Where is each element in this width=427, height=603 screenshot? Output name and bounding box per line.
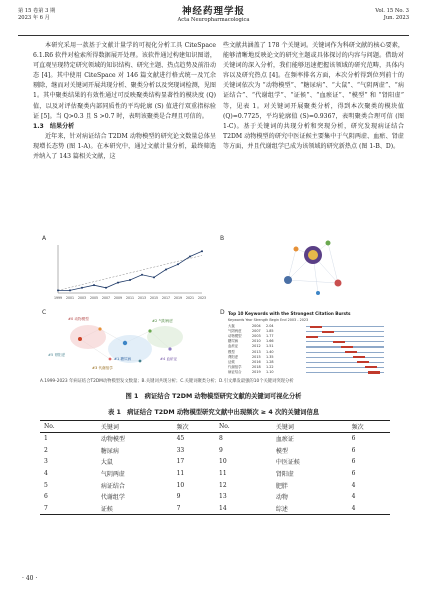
node-rat bbox=[335, 280, 342, 287]
burst-strength: 1.66 bbox=[266, 339, 274, 344]
node-diabetes bbox=[284, 276, 292, 284]
cluster-label: #3 代谢组学 bbox=[92, 366, 113, 370]
table-cell: 33 bbox=[176, 446, 185, 454]
burst-keyword: 气阴两虚 bbox=[228, 329, 242, 334]
burst-span bbox=[306, 336, 318, 338]
x-tick-label: 2001 bbox=[65, 296, 75, 300]
burst-keyword: 病证结合 bbox=[228, 369, 242, 374]
table-cell: 7 bbox=[40, 503, 97, 515]
data-point bbox=[141, 274, 143, 276]
keyword-table bbox=[40, 420, 390, 515]
table-cell: 6 bbox=[351, 458, 356, 466]
publication-trend-chart bbox=[40, 235, 210, 305]
table-body bbox=[40, 433, 390, 515]
data-point bbox=[57, 289, 59, 291]
burst-span bbox=[365, 366, 377, 368]
burst-keyword: 代谢组学 bbox=[228, 364, 242, 369]
panel-label-c: C bbox=[42, 309, 47, 316]
column-header: No. bbox=[215, 421, 272, 433]
page-header bbox=[18, 6, 409, 32]
issue-date: 2023 年 6 月 bbox=[18, 15, 50, 21]
table-cell: 13 bbox=[219, 493, 227, 501]
table-cell: 血瘀证 bbox=[275, 436, 294, 444]
issue-info-en bbox=[375, 8, 409, 22]
x-tick-label: 2019 bbox=[173, 296, 183, 300]
table-cell: 4 bbox=[351, 493, 356, 501]
column-header: No. bbox=[40, 421, 97, 433]
data-point bbox=[177, 263, 179, 265]
panel-label-a: A bbox=[42, 235, 47, 242]
issue-date-en: Jun. 2023 bbox=[383, 15, 409, 21]
node-qi-yin bbox=[326, 241, 331, 246]
burst-keyword: 证候 bbox=[228, 359, 235, 364]
data-point bbox=[189, 255, 191, 257]
table-row bbox=[40, 479, 390, 491]
burst-timeline bbox=[306, 331, 384, 332]
panel-label-b: B bbox=[220, 235, 225, 242]
panel-a bbox=[40, 235, 210, 305]
table-cell: 1 bbox=[44, 435, 48, 443]
burst-strength: 1.85 bbox=[266, 329, 274, 334]
x-tick-label: 2011 bbox=[125, 296, 135, 300]
x-tick-label: 2009 bbox=[113, 296, 123, 300]
cluster-label: #1 糖尿病 bbox=[114, 357, 132, 361]
data-point bbox=[117, 282, 119, 284]
table-cell: 6 bbox=[351, 446, 356, 454]
data-point bbox=[81, 287, 83, 289]
burst-year: 2012 bbox=[252, 344, 261, 349]
table-cell: 代谢组学 bbox=[100, 494, 125, 502]
table-cell: 动物 bbox=[275, 494, 288, 502]
burst-strength: 2.04 bbox=[266, 324, 274, 328]
x-tick-label: 2013 bbox=[137, 296, 147, 300]
table-row bbox=[40, 445, 390, 457]
journal-title bbox=[18, 6, 409, 24]
x-tick-label: 2017 bbox=[161, 296, 171, 300]
table-cell: 6 bbox=[351, 435, 356, 443]
table-row bbox=[40, 433, 390, 445]
burst-span bbox=[353, 356, 365, 358]
table-cell: 6 bbox=[351, 470, 356, 478]
table-cell: 肾阳虚 bbox=[275, 471, 294, 479]
burst-strength: 1.10 bbox=[266, 369, 274, 374]
burst-keyword: 大鼠 bbox=[228, 324, 235, 328]
x-tick-label: 2015 bbox=[149, 296, 159, 300]
burst-strength: 1.77 bbox=[266, 334, 274, 339]
panel-d bbox=[218, 309, 390, 377]
panel-c bbox=[40, 309, 210, 377]
header-rule bbox=[18, 35, 409, 36]
burst-year: 2013 bbox=[252, 349, 261, 354]
burst-strength: 1.28 bbox=[266, 359, 274, 364]
paragraph: 近年来，针对病证结合 T2DM 动物模型的研究论文数量总体呈现增长态势 (图 1-A)。在本研究中，通过文献计量分析，最终筛选并纳入了 143 篇相关文献，这 bbox=[33, 132, 216, 161]
journal-title-cn: 神经药理学报 bbox=[181, 6, 245, 17]
figure-subcaption: A.1999-2023 年病证结合T2DM动物模型发文数量；B.关键词共现分析；C.关键词聚类分析；D.引文爆发最强的10个关键词突现分析 bbox=[40, 379, 294, 384]
table-row bbox=[40, 491, 390, 503]
page-number: · 40 · bbox=[22, 575, 38, 582]
burst-year: 2007 bbox=[252, 329, 261, 334]
data-point bbox=[69, 289, 71, 291]
volume-issue-en: Vol. 15 No. 3 bbox=[375, 8, 409, 14]
table-cell: 动物模型 bbox=[100, 436, 125, 444]
column-header: 关键词 bbox=[272, 421, 348, 433]
node-metabolomics bbox=[316, 291, 320, 295]
x-tick-label: 2023 bbox=[197, 296, 207, 300]
data-point bbox=[129, 279, 131, 281]
burst-table-header: Keywords Year Strength Begin End 2003 - 2023 bbox=[228, 318, 309, 322]
table-cell: 证候 bbox=[97, 503, 173, 515]
paragraph: 些文献共涵盖了 178 个关键词。关键词作为科研文献的核心要素，能够清晰地反映论文的研究主题或具体探讨的内容与问题。借助对关键词的深入分析，我们能够迅速把握该领域的研究范畴，具体内容以及研究热点 [4]。在频率排名方面，本次分析得到位列前十的关键词依次为 “动物模型”、“糖尿病”、“大鼠”、“气阴两虚”、“病证结合”、“代谢组学”、“证候”、“血瘀证”、“模型” 和 “肾阳虚” 等，见表 1。对关键词开展聚类分析，得到本次聚类的模块值 (Q)=0.7725，平均轮廓值 (S)=0.9367，表明聚类合理可信 (图 1-C)。基于关键词的共现分析和突现分析，研究发现病证结合 T2DM 动物模型的研究中医证候主要集中于气阴两虚、血瘀、肾虚等方面，并且代谢组学已成为该领域的研究新热点 (图 1-B、D)。 bbox=[223, 42, 404, 150]
panel-label-d: D bbox=[220, 309, 225, 316]
table-cell: 4 bbox=[44, 470, 48, 478]
table-cell: 4 bbox=[348, 503, 390, 515]
paragraph: 本研究采用一款基于文献计量学的可视化分析工具 CiteSpace 6.1.R6 软件对检索所得数据展开处理。该软件通过构建知识图谱，可直观呈现特定研究领域的知识结构、研究主题、热点趋势及前沿动态 [4]。其中使用 CiteSpace 对 146 篇文献进行格式统一及冗余剔除，继而对关键词开展共现分析、聚类分析以及突现词检测，见图 1。其中聚类结果的有效性通过可反映聚类结构显著性的模块度 (Q) 值，以及对评估聚类内部同质性的平均轮廓 (S) 值进行双重指标验证 [5]。当 Q>0.3 且 S >0.7 时，表明该聚类是合理且可信的。 bbox=[33, 42, 216, 120]
table-cell: 14 bbox=[215, 503, 272, 515]
burst-span bbox=[322, 331, 334, 333]
burst-keyword: 糖尿病 bbox=[228, 339, 239, 344]
burst-timeline bbox=[306, 357, 384, 358]
table-cell: 11 bbox=[176, 470, 185, 478]
table-cell: 综述 bbox=[272, 503, 348, 515]
table-cell: 2 bbox=[44, 446, 48, 454]
burst-year: 2018 bbox=[252, 364, 261, 369]
table-cell: 11 bbox=[219, 470, 227, 478]
burst-year: 2019 bbox=[252, 369, 261, 374]
figure-1 bbox=[40, 235, 390, 378]
table-cell: 气阴两虚 bbox=[100, 471, 125, 479]
table-cell: 病证结合 bbox=[100, 482, 125, 490]
burst-span bbox=[368, 371, 380, 373]
data-point bbox=[165, 269, 167, 271]
burst-span bbox=[357, 361, 369, 363]
burst-span bbox=[333, 341, 345, 343]
node-disease-syndrome bbox=[294, 247, 299, 252]
cluster-label: #4 血瘀证 bbox=[160, 357, 178, 361]
data-point bbox=[201, 250, 203, 252]
x-tick-label: 1999 bbox=[53, 296, 63, 300]
x-tick-label: 2021 bbox=[185, 296, 195, 300]
panel-b bbox=[218, 235, 390, 305]
table-cell: 8 bbox=[219, 435, 223, 443]
x-tick-label: 2005 bbox=[89, 296, 99, 300]
burst-keyword: 模型 bbox=[228, 349, 235, 354]
volume-issue: 第 15 卷第 3 期 bbox=[18, 8, 56, 14]
figure-caption: 图 1 病证结合 T2DM 动物模型研究文献的关键词可视化分析 bbox=[125, 393, 302, 400]
cluster-label: #5 肾阳虚 bbox=[48, 353, 66, 357]
journal-title-en: Acta Neuropharmacologica bbox=[177, 17, 250, 23]
table-cell: 7 bbox=[173, 503, 215, 515]
burst-keyword: 动物模型 bbox=[228, 334, 242, 339]
table-cell: 肥胖 bbox=[275, 482, 288, 490]
data-point bbox=[105, 287, 107, 289]
burst-strength: 1.35 bbox=[266, 354, 274, 359]
series-line bbox=[58, 251, 202, 290]
node-animal-model-core bbox=[308, 250, 318, 260]
burst-year: 2003 bbox=[252, 334, 261, 339]
burst-span bbox=[345, 351, 357, 353]
table-cell: 9 bbox=[219, 446, 223, 454]
data-point bbox=[153, 276, 155, 278]
burst-keyword: 肾阳虚 bbox=[228, 354, 239, 359]
burst-row bbox=[228, 370, 386, 375]
table-cell: 中医证候 bbox=[275, 459, 300, 467]
table-cell: 5 bbox=[44, 481, 48, 489]
table-cell: 12 bbox=[219, 481, 227, 489]
table-cell: 10 bbox=[176, 481, 185, 489]
table-header-row bbox=[40, 421, 390, 433]
cluster-label: #0 动物模型 bbox=[68, 317, 89, 321]
table-row bbox=[40, 503, 390, 515]
table-row bbox=[40, 456, 390, 468]
table-cell: 4 bbox=[351, 481, 356, 489]
burst-year: 2004 bbox=[252, 324, 261, 328]
table-cell: 糖尿病 bbox=[100, 447, 119, 455]
burst-strength: 1.51 bbox=[266, 344, 274, 349]
column-header: 频次 bbox=[348, 421, 390, 433]
burst-span bbox=[310, 326, 322, 328]
left-column bbox=[33, 41, 216, 162]
burst-timeline bbox=[306, 362, 384, 363]
burst-span bbox=[341, 346, 353, 348]
trend-line bbox=[58, 255, 202, 290]
keyword-cluster-map bbox=[40, 309, 210, 377]
x-tick-label: 2007 bbox=[101, 296, 111, 300]
table-cell: 17 bbox=[176, 458, 185, 466]
table-row bbox=[40, 468, 390, 480]
column-header: 频次 bbox=[173, 421, 215, 433]
table-cell: 3 bbox=[44, 458, 48, 466]
data-point bbox=[93, 284, 95, 286]
table-caption: 表 1 病证结合 T2DM 动物模型研究文献中出现频次 ≥ 4 次的关键词信息 bbox=[107, 409, 320, 416]
column-header: 关键词 bbox=[97, 421, 173, 433]
right-column bbox=[223, 41, 404, 152]
table-cell: 大鼠 bbox=[100, 459, 113, 467]
burst-strength: 1.40 bbox=[266, 349, 274, 354]
section-heading: 1.3 结果分析 bbox=[33, 122, 75, 130]
burst-keyword: 血瘀证 bbox=[228, 344, 239, 349]
cluster-label: #2 气阴两虚 bbox=[152, 319, 173, 323]
burst-year: 2010 bbox=[252, 339, 261, 344]
table-cell: 10 bbox=[219, 458, 227, 466]
table-cell: 45 bbox=[176, 435, 185, 443]
burst-table-title: Top 10 Keywords with the Strongest Citation Bursts bbox=[228, 311, 351, 316]
keyword-cooccurrence-map bbox=[218, 235, 390, 305]
table-cell: 9 bbox=[176, 493, 181, 501]
table-cell: 6 bbox=[44, 493, 48, 501]
burst-strength: 1.22 bbox=[266, 364, 274, 369]
x-tick-label: 2003 bbox=[77, 296, 87, 300]
table-cell: 模型 bbox=[275, 447, 288, 455]
burst-year: 2015 bbox=[252, 354, 261, 359]
burst-year: 2016 bbox=[252, 359, 261, 364]
